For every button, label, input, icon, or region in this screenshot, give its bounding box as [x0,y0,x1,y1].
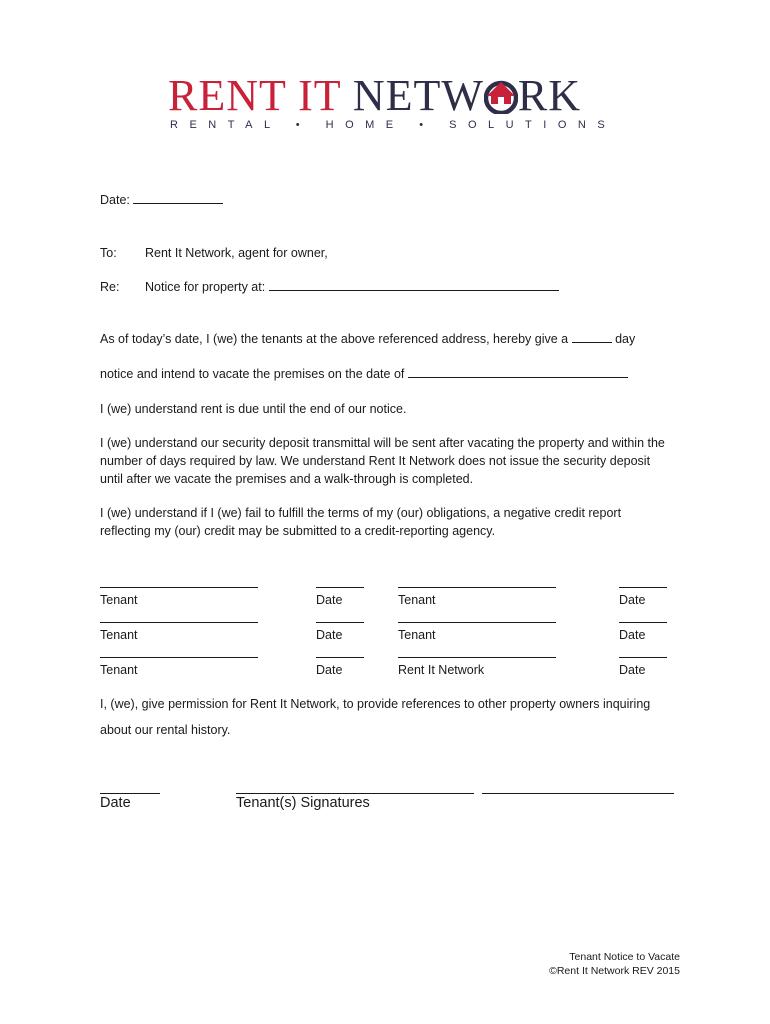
sig-date-line[interactable] [619,622,667,623]
credit-paragraph: I (we) understand if I (we) fail to fulfill the terms of my (our) obligations, a negative credit report reflecting my (our) credit may be submitted to a credit-reporting agency. [100,506,622,538]
final-signature-line[interactable] [236,793,474,794]
logo-word-netw: NETW [352,71,484,120]
permission-line-1: I, (we), give permission for Rent It Network, to provide references to other property owners inquiring [100,697,651,711]
to-value: Rent It Network, agent for owner, [145,246,328,260]
sig-label: Tenant [100,593,138,607]
notice-text-2: notice and intend to vacate the premises on the date of [100,367,405,381]
permission-line-2: about our rental history. [100,723,231,737]
logo-word-rent-it: RENT IT [168,71,341,120]
notice-line-1 [100,330,635,348]
notice-days-blank[interactable] [572,330,612,343]
sig-line[interactable] [100,622,258,623]
sig-line[interactable] [100,657,258,658]
sig-label: Tenant [100,628,138,642]
logo-tagline: RENTAL • HOME • SOLUTIONS [170,119,617,131]
sig-date-label: Date [316,628,343,642]
house-icon [484,78,518,114]
date-line [100,191,223,209]
sig-label: Tenant [398,628,436,642]
footer-title: Tenant Notice to Vacate [569,951,680,963]
final-date-line[interactable] [100,793,160,794]
notice-day-word: day [615,332,636,346]
re-label: Re: [100,280,120,294]
vacate-date-blank[interactable] [408,365,628,378]
sig-line[interactable] [100,587,258,588]
final-signature-line[interactable] [482,793,674,794]
sig-label: Tenant [100,663,138,677]
re-line [145,278,559,296]
property-address-blank[interactable] [269,278,559,291]
footer [549,950,680,978]
logo-word-rk: RK [517,71,582,120]
rent-due-text: I (we) understand rent is due until the end of our notice. [100,402,407,416]
sig-date-line[interactable] [619,587,667,588]
sig-label: Rent It Network [398,663,485,677]
sig-date-line[interactable] [316,622,364,623]
sig-date-label: Date [316,663,343,677]
sig-date-label: Date [619,663,646,677]
final-signatures-label: Tenant(s) Signatures [236,795,370,811]
re-value: Notice for property at: [145,280,266,294]
sig-line[interactable] [398,657,556,658]
sig-line[interactable] [398,622,556,623]
footer-copyright: ©Rent It Network REV 2015 [549,965,680,977]
sig-date-line[interactable] [316,587,364,588]
notice-line-2 [100,365,628,383]
sig-date-label: Date [619,628,646,642]
sig-date-line[interactable] [316,657,364,658]
company-logo [168,71,582,120]
notice-text-1: As of today’s date, I (we) the tenants at the above referenced address, hereby give a [100,332,569,346]
date-blank[interactable] [133,191,223,204]
sig-date-label: Date [619,593,646,607]
sig-line[interactable] [398,587,556,588]
sig-date-line[interactable] [619,657,667,658]
date-label: Date: [100,193,130,207]
deposit-paragraph: I (we) understand our security deposit transmittal will be sent after vacating the property and within the number of days required by law. We understand Rent It Network does not issue the security deposit until after we vacate the premises and a walk-through is completed. [100,436,665,486]
sig-date-label: Date [316,593,343,607]
final-date-label: Date [100,795,131,811]
to-label: To: [100,246,117,260]
sig-label: Tenant [398,593,436,607]
